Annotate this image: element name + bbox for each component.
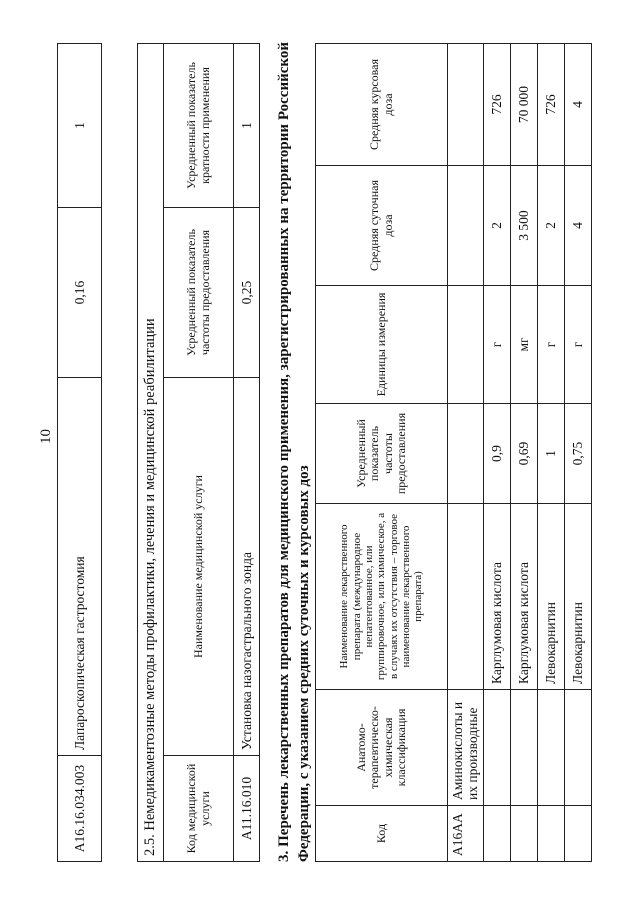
drugs-table [315,43,592,862]
service-name: Установка назогастрального зонда [234,378,260,756]
multiplicity-value: 1 [58,44,102,208]
service-code: A16.16.034.003 [58,756,102,862]
service-code: A11.16.010 [234,756,260,862]
section-3-heading: 3. Перечень лекарственных препаратов для медицинского применения, зарегистрированных на территории Российской Федерации, с указанием средних суточных и курсовых доз [276,42,312,862]
table-header-row [316,44,448,862]
table-row [565,44,592,862]
table-row [511,44,538,862]
drug-name: Карглумовая кислота [511,504,538,690]
procedures-table-continuation [57,43,102,862]
service-name: Лапароскопическая гастростомия [58,378,102,756]
unit-value: г [565,286,592,404]
multiplicity-value: 1 [234,43,260,207]
col-header-atc: Анатомо-терапевтическо-химическая классификация [316,690,448,806]
daily-dose-value: 4 [565,166,592,286]
daily-dose-value: 2 [484,166,511,286]
daily-dose-value: 2 [538,166,565,286]
col-header-name: Наименование медицинской услуги [164,378,234,756]
frequency-value: 1 [538,404,565,504]
drug-name: Карглумовая кислота [484,504,511,690]
unit-value: мг [511,286,538,404]
course-dose-value: 726 [484,44,511,166]
table-group-row [448,44,484,862]
table-row [58,44,102,862]
drug-name: Левокарнитин [565,504,592,690]
table-row [538,44,565,862]
frequency-value: 0,75 [565,404,592,504]
non-drug-methods-table [137,43,260,862]
table-caption-row [138,43,164,861]
frequency-value: 0,25 [234,208,260,378]
frequency-value: 0,16 [58,208,102,378]
col-header-code: Код [316,806,448,862]
col-header-course-dose: Средняя курсовая доза [316,44,448,166]
col-header-code: Код медицинской услуги [164,756,234,862]
unit-value: г [484,286,511,404]
daily-dose-value: 3 500 [511,166,538,286]
drug-name: Левокарнитин [538,504,565,690]
unit-value: г [538,286,565,404]
rotated-page-content [49,22,609,862]
col-header-frequency: Усредненный показатель частоты предоставления [164,208,234,378]
col-header-frequency: Усредненный показатель частоты предоставления [316,404,448,504]
table-row [484,44,511,862]
col-header-units: Единицы измерения [316,286,448,404]
course-dose-value: 70 000 [511,44,538,166]
section-2-5-caption: 2.5. Немедикаментозные методы профилактики, лечения и медицинской реабилитации [138,43,164,861]
table-header-row [164,43,234,861]
col-header-daily-dose: Средняя суточная доза [316,166,448,286]
group-code: A16AA [448,806,484,862]
page-number: 10 [38,429,54,444]
frequency-value: 0,69 [511,404,538,504]
col-header-drug-name: Наименование лекарственного препарата (международное непатентованное, или группировочное, или химическое, а в случаях их отсутствия – торговое наименование лекарственного препарата) [316,504,448,690]
course-dose-value: 726 [538,44,565,166]
group-atc-name: Аминокислоты и их производные [448,690,484,806]
frequency-value: 0,9 [484,404,511,504]
table-row [234,43,260,861]
course-dose-value: 4 [565,44,592,166]
col-header-multiplicity: Усредненный показатель кратности применения [164,43,234,207]
